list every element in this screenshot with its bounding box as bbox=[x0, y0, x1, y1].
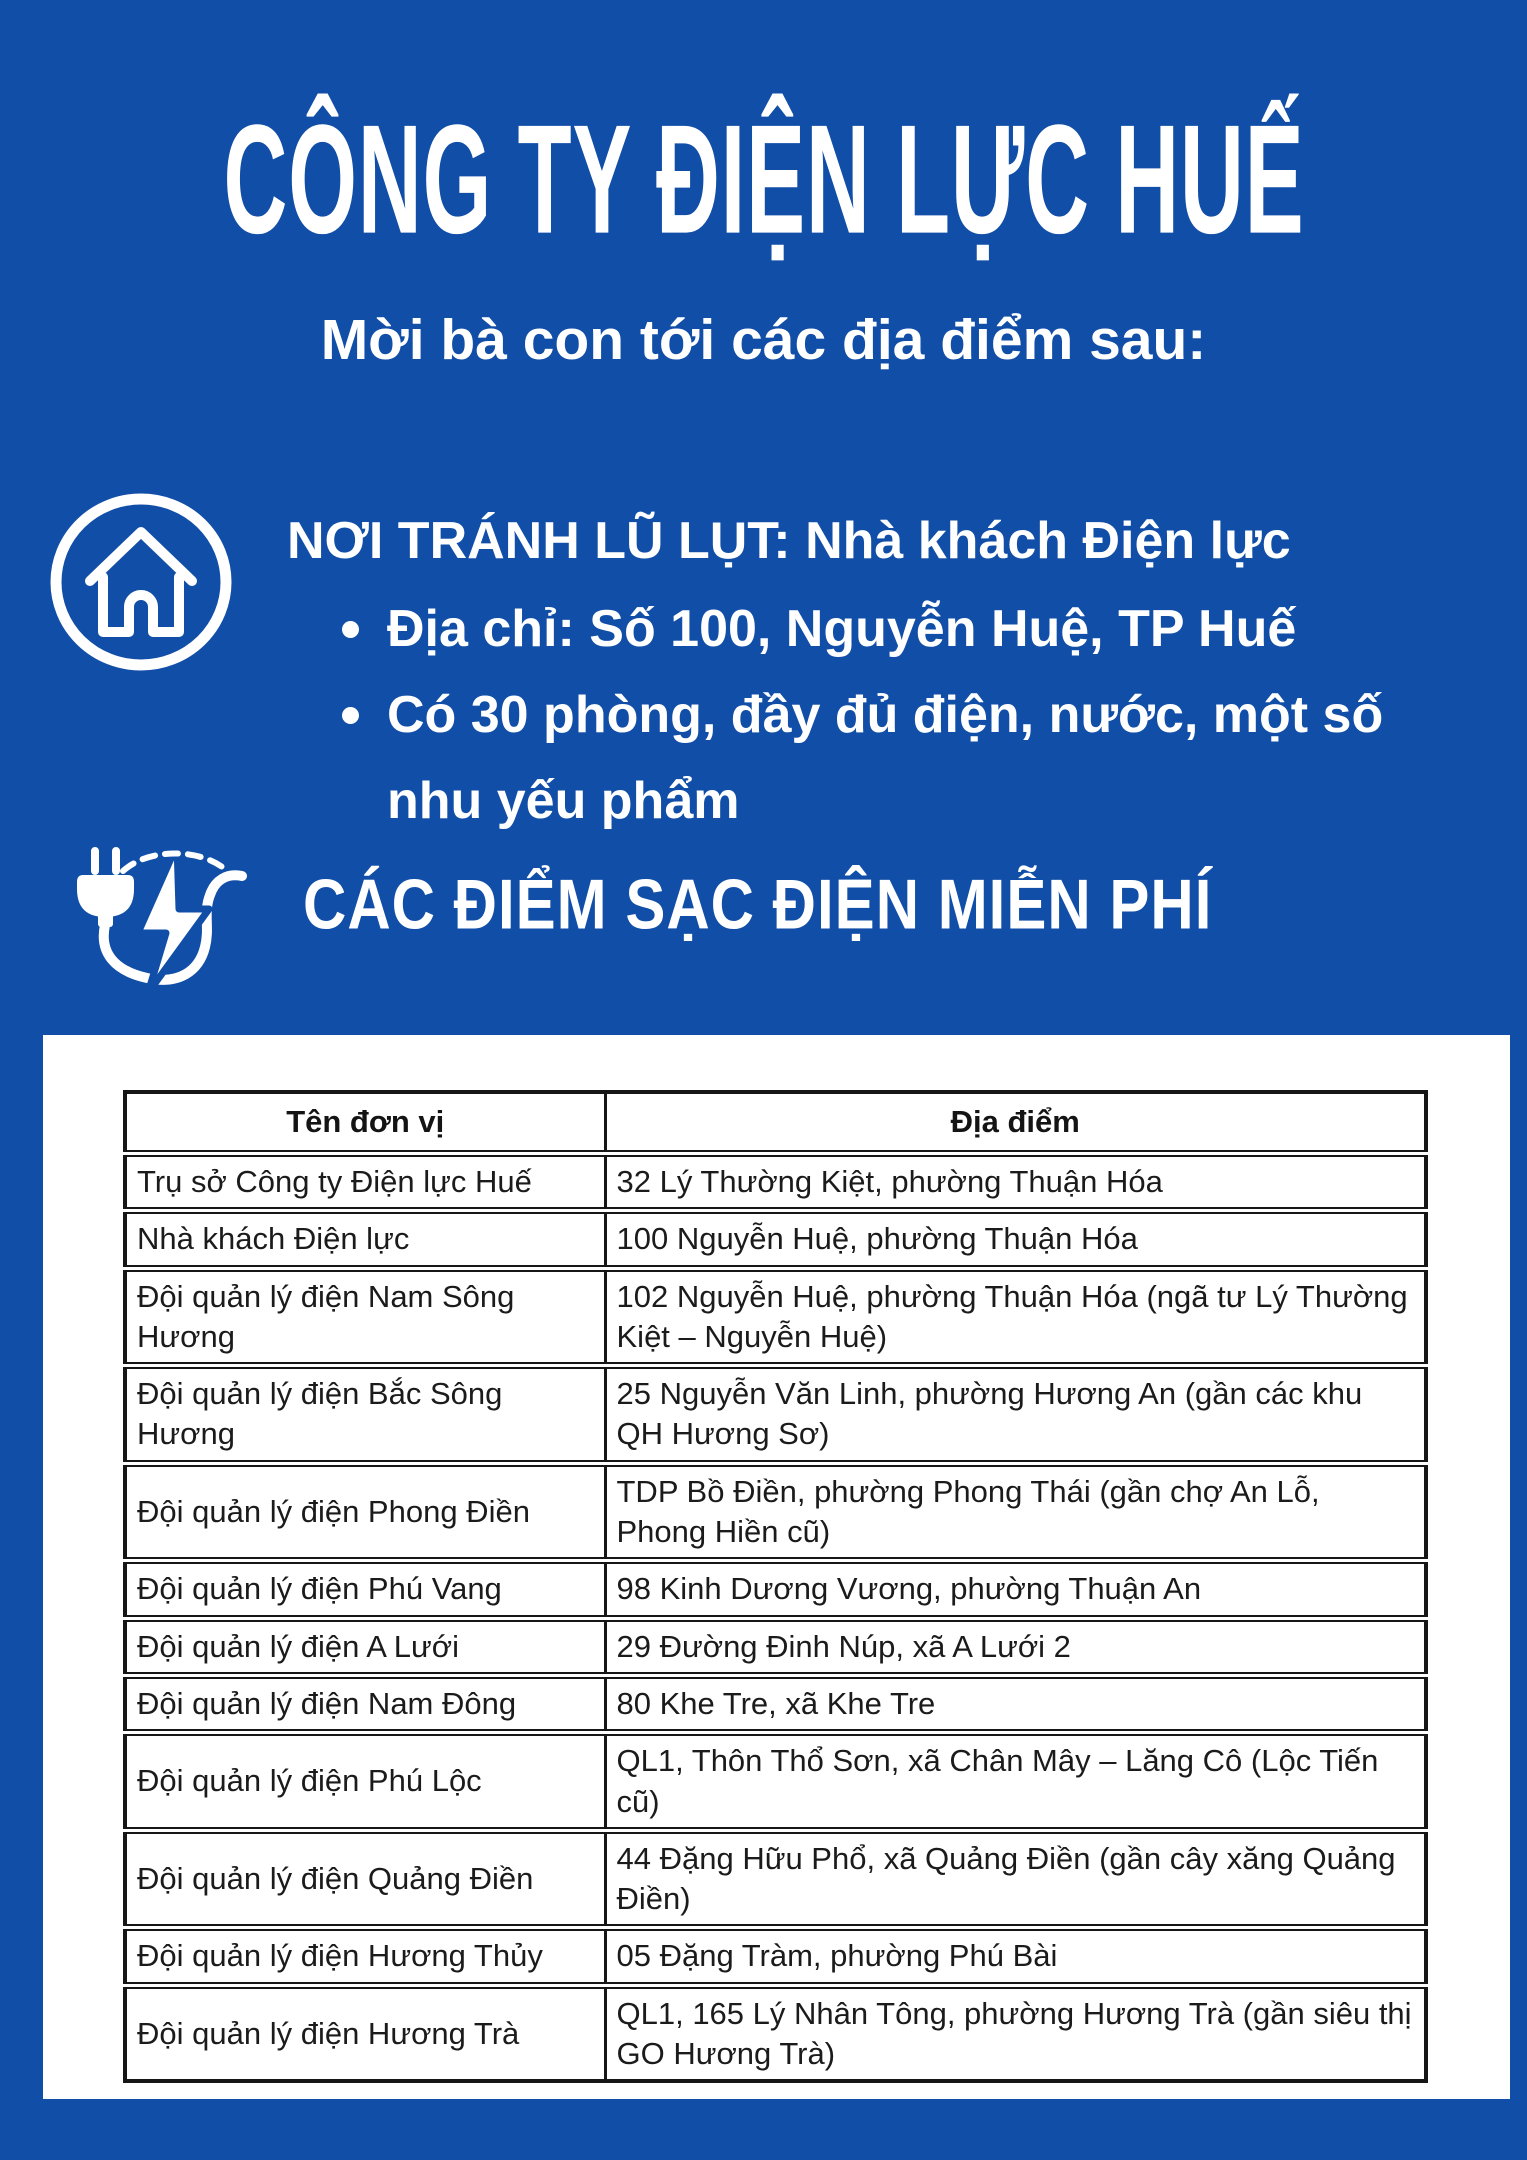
address-cell: 25 Nguyễn Văn Linh, phường Hương An (gần các khu QH Hương Sơ) bbox=[605, 1366, 1426, 1464]
address-cell: 102 Nguyễn Huệ, phường Thuận Hóa (ngã tư Lý Thường Kiệt – Nguyễn Huệ) bbox=[605, 1268, 1426, 1366]
unit-cell: Đội quản lý điện Nam Sông Hương bbox=[125, 1268, 605, 1366]
address-cell: 05 Đặng Tràm, phường Phú Bài bbox=[605, 1928, 1426, 1985]
address-cell: 80 Khe Tre, xã Khe Tre bbox=[605, 1675, 1426, 1732]
bullet-dot-icon bbox=[342, 707, 359, 724]
unit-cell: Đội quản lý điện Quảng Điền bbox=[125, 1830, 605, 1928]
address-cell: 100 Nguyễn Huệ, phường Thuận Hóa bbox=[605, 1211, 1426, 1268]
table-row bbox=[125, 1618, 1426, 1675]
table-row bbox=[125, 1675, 1426, 1732]
unit-cell: Đội quản lý điện Bắc Sông Hương bbox=[125, 1366, 605, 1464]
unit-cell: Đội quản lý điện Nam Đông bbox=[125, 1675, 605, 1732]
page-title-text: CÔNG TY ĐIỆN LỰC HUẾ bbox=[222, 93, 1305, 267]
charging-heading-text: CÁC ĐIỂM SẠC ĐIỆN MIỄN PHÍ bbox=[303, 864, 1213, 944]
shelter-bullet-facilities-text: Có 30 phòng, đầy đủ điện, nước, một số nhu yếu phẩm bbox=[387, 686, 1384, 830]
header-location: Địa điểm bbox=[605, 1092, 1426, 1154]
house-icon bbox=[48, 493, 234, 671]
address-cell: 98 Kinh Dương Vương, phường Thuận An bbox=[605, 1561, 1426, 1618]
shelter-section bbox=[287, 498, 1447, 844]
table-row bbox=[125, 1268, 1426, 1366]
address-cell: QL1, 165 Lý Nhân Tông, phường Hương Trà (gần siêu thị GO Hương Trà) bbox=[605, 1985, 1426, 2081]
table-row bbox=[125, 1211, 1426, 1268]
shelter-bullet-address bbox=[342, 586, 1447, 672]
shelter-bullet-list bbox=[287, 586, 1447, 844]
shelter-bullet-address-text: Địa chỉ: Số 100, Nguyễn Huệ, TP Huế bbox=[387, 600, 1297, 658]
locations-table bbox=[123, 1090, 1428, 2083]
locations-card bbox=[43, 1035, 1510, 2099]
page-subtitle: Mời bà con tới các địa điểm sau: bbox=[320, 308, 1207, 372]
table-row bbox=[125, 1928, 1426, 1985]
unit-cell: Nhà khách Điện lực bbox=[125, 1211, 605, 1268]
address-cell: 29 Đường Đinh Núp, xã A Lưới 2 bbox=[605, 1618, 1426, 1675]
table-row bbox=[125, 1733, 1426, 1831]
address-cell: 44 Đặng Hữu Phổ, xã Quảng Điền (gần cây xăng Quảng Điền) bbox=[605, 1830, 1426, 1928]
address-cell: TDP Bồ Điền, phường Phong Thái (gần chợ An Lỗ, Phong Hiền cũ) bbox=[605, 1463, 1426, 1561]
table-header-row bbox=[125, 1092, 1426, 1154]
address-cell: 32 Lý Thường Kiệt, phường Thuận Hóa bbox=[605, 1154, 1426, 1211]
unit-cell: Đội quản lý điện A Lưới bbox=[125, 1618, 605, 1675]
unit-cell: Đội quản lý điện Phong Điền bbox=[125, 1463, 605, 1561]
table-row bbox=[125, 1830, 1426, 1928]
table-row bbox=[125, 1463, 1426, 1561]
bullet-dot-icon bbox=[342, 621, 359, 638]
header-unit: Tên đơn vị bbox=[125, 1092, 605, 1154]
table-row bbox=[125, 1366, 1426, 1464]
table-row bbox=[125, 1561, 1426, 1618]
table-row bbox=[125, 1154, 1426, 1211]
unit-cell: Trụ sở Công ty Điện lực Huế bbox=[125, 1154, 605, 1211]
charging-section-heading bbox=[303, 850, 1212, 960]
unit-cell: Đội quản lý điện Phú Vang bbox=[125, 1561, 605, 1618]
plug-lightning-icon bbox=[75, 845, 260, 1000]
page-title bbox=[0, 93, 1527, 267]
unit-cell: Đội quản lý điện Phú Lộc bbox=[125, 1733, 605, 1831]
shelter-bullet-facilities bbox=[342, 672, 1447, 844]
table-row bbox=[125, 1985, 1426, 2081]
unit-cell: Đội quản lý điện Hương Thủy bbox=[125, 1928, 605, 1985]
shelter-heading: NƠI TRÁNH LŨ LỤT: Nhà khách Điện lực bbox=[287, 512, 1291, 570]
address-cell: QL1, Thôn Thổ Sơn, xã Chân Mây – Lăng Cô (Lộc Tiến cũ) bbox=[605, 1733, 1426, 1831]
unit-cell: Đội quản lý điện Hương Trà bbox=[125, 1985, 605, 2081]
